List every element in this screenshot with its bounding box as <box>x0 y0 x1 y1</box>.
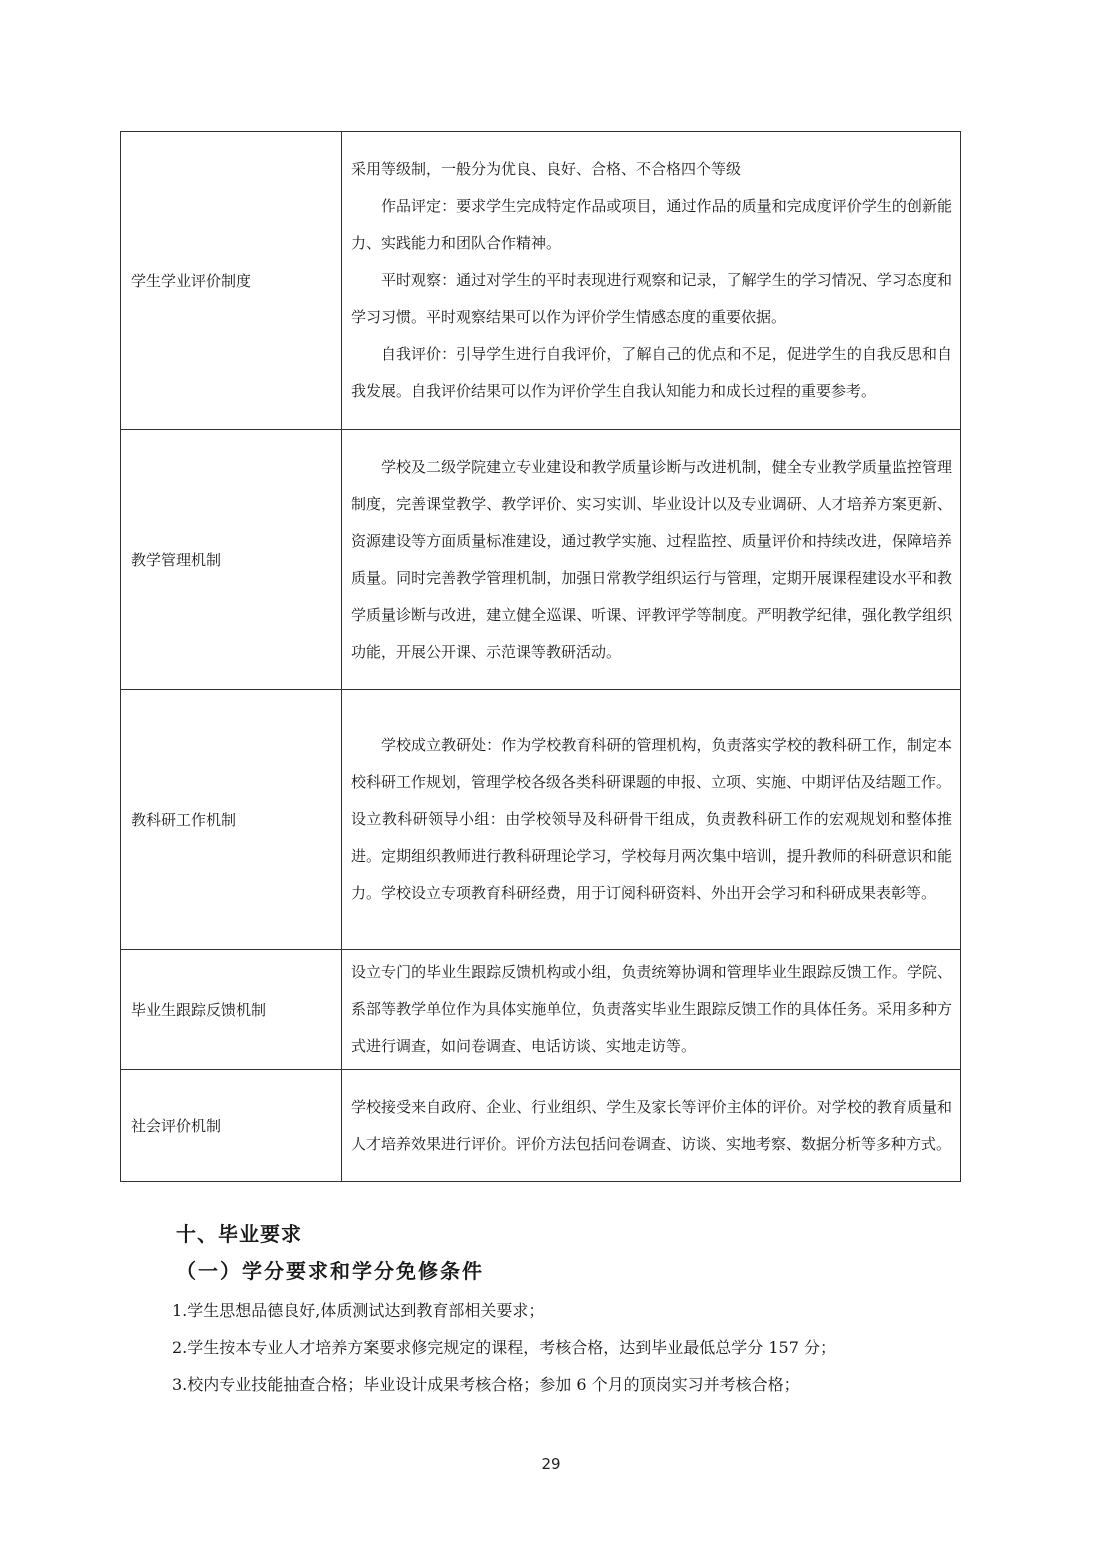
paragraph: 学校接受来自政府、企业、行业组织、学生及家长等评价主体的评价。对学校的教育质量和人才培养效果进行评价。评价方法包括问卷调查、访谈、实地考察、数据分析等多种方式。 <box>351 1097 952 1153</box>
paragraph: 平时观察：通过对学生的平时表现进行观察和记录，了解学生的学习情况、学习态度和学习习惯。平时观察结果可以作为评价学生情感态度的重要依据。 <box>351 271 952 326</box>
section-heading: 十、毕业要求 <box>176 1222 302 1246</box>
table-row <box>121 690 961 950</box>
requirements-list <box>172 1292 836 1403</box>
row-label: 毕业生跟踪反馈机制 <box>121 950 342 1070</box>
paragraph: 学校成立教研处：作为学校教育科研的管理机构，负责落实学校的教科研工作，制定本校科研工作规划，管理学校各级各类科研课题的申报、立项、实施、中期评估及结题工作。 <box>351 736 952 791</box>
table-row <box>121 950 961 1070</box>
row-content <box>342 132 961 430</box>
subsection-heading: （一）学分要求和学分免修条件 <box>176 1259 484 1283</box>
paragraph: 设立专门的毕业生跟踪反馈机构或小组，负责统筹协调和管理毕业生跟踪反馈工作。学院、系部等教学单位作为具体实施单位，负责落实毕业生跟踪反馈工作的具体任务。采用多种方式进行调查，如问卷调查、电话访谈、实地走访等。 <box>351 963 952 1055</box>
requirement-item: 1.学生思想品德良好,体质测试达到教育部相关要求； <box>172 1301 545 1320</box>
row-content <box>342 690 961 950</box>
paragraph: 设立教科研领导小组：由学校领导及科研骨干组成，负责教科研工作的宏观规划和整体推进。定期组织教师进行教科研理论学习，学校每月两次集中培训，提升教师的科研意识和能力。学校设立专项教育科研经费，用于订阅科研资料、外出开会学习和科研成果表彰等。 <box>351 810 952 902</box>
row-label: 社会评价机制 <box>121 1070 342 1182</box>
requirement-item: 2.学生按本专业人才培养方案要求修完规定的课程，考核合格，达到毕业最低总学分 157 分； <box>172 1338 836 1357</box>
requirement-item: 3.校内专业技能抽查合格；毕业设计成果考核合格；参加 6 个月的顶岗实习并考核合格； <box>172 1375 800 1394</box>
page-number: 29 <box>541 1455 561 1473</box>
table-row <box>121 132 961 430</box>
evaluation-mechanisms-table <box>120 131 961 1182</box>
table-row <box>121 430 961 690</box>
row-content <box>342 430 961 690</box>
paragraph: 作品评定：要求学生完成特定作品或项目，通过作品的质量和完成度评价学生的创新能力、实践能力和团队合作精神。 <box>351 197 952 252</box>
row-label: 教科研工作机制 <box>121 690 342 950</box>
row-label: 学生学业评价制度 <box>121 132 342 430</box>
row-label: 教学管理机制 <box>121 430 342 690</box>
row-content <box>342 1070 961 1182</box>
table-row <box>121 1070 961 1182</box>
paragraph: 学校及二级学院建立专业建设和教学质量诊断与改进机制，健全专业教学质量监控管理制度，完善课堂教学、教学评价、实习实训、毕业设计以及专业调研、人才培养方案更新、资源建设等方面质量标准建设，通过教学实施、过程监控、质量评价和持续改进，保障培养质量。同时完善教学管理机制，加强日常教学组织运行与管理，定期开展课程建设水平和教学质量诊断与改进，建立健全巡课、听课、评教评学等制度。严明教学纪律，强化教学组织功能，开展公开课、示范课等教研活动。 <box>351 457 952 661</box>
paragraph: 自我评价：引导学生进行自我评价，了解自己的优点和不足，促进学生的自我反思和自我发展。自我评价结果可以作为评价学生自我认知能力和成长过程的重要参考。 <box>351 345 952 400</box>
row-content <box>342 950 961 1070</box>
paragraph: 采用等级制，一般分为优良、良好、合格、不合格四个等级 <box>351 160 742 178</box>
